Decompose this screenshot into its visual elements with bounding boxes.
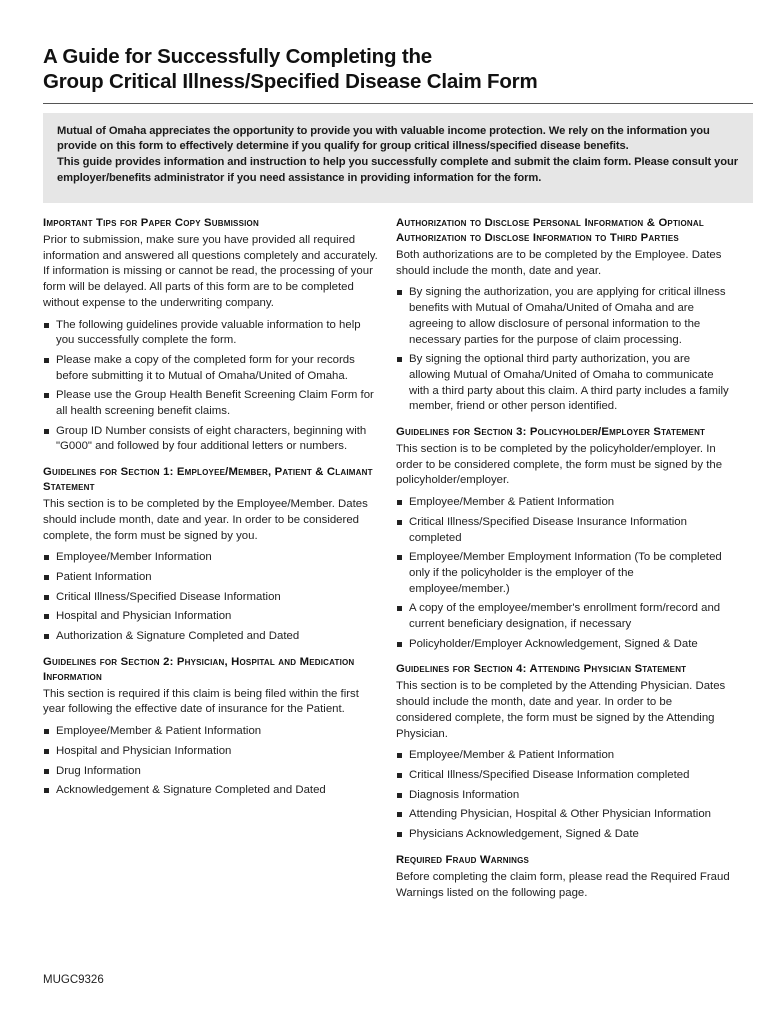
title-line-2: Group Critical Illness/Specified Disease Claim Form: [43, 70, 538, 93]
bullet-item: Hospital and Physician Information: [43, 609, 379, 625]
bullet-item: Critical Illness/Specified Disease Information completed: [396, 768, 730, 784]
section-body: This section is to be completed by the Employee/Member. Dates should include month, date and year. In order to be considered complete, the form must be signed by you.: [43, 498, 368, 542]
bullet-item: Employee/Member & Patient Information: [396, 748, 730, 764]
bullet-list: [396, 748, 730, 843]
bullet-list: [43, 724, 379, 799]
section-heading: Required Fraud Warnings: [396, 853, 530, 866]
bullet-item: Please make a copy of the completed form for your records before submitting it to Mutual of Omaha/United of Omaha.: [43, 353, 379, 384]
bullet-item: Group ID Number consists of eight characters, beginning with "G000" and followed by four additional letters or numbers.: [43, 424, 379, 455]
section-heading: Guidelines for Section 4: Attending Physician Statement: [396, 663, 687, 676]
section-body: Both authorizations are to be completed by the Employee. Dates should include the month, date and year.: [396, 249, 722, 277]
bullet-item: A copy of the employee/member's enrollment form/record and current beneficiary designation, if necessary: [396, 601, 730, 632]
section-heading: Guidelines for Section 2: Physician, Hospital and Medication Information: [43, 655, 355, 683]
guide-section: [43, 216, 379, 455]
section-heading: Important Tips for Paper Copy Submission: [43, 217, 259, 229]
right-column: [396, 216, 730, 911]
bullet-item: Critical Illness/Specified Disease Insurance Information completed: [396, 515, 730, 546]
form-code: MUGC9326: [43, 974, 104, 986]
bullet-item: Drug Information: [43, 764, 379, 780]
bullet-item: Patient Information: [43, 570, 379, 586]
page-title: [43, 44, 743, 94]
bullet-item: Critical Illness/Specified Disease Information: [43, 590, 379, 606]
title-divider: [43, 103, 753, 104]
bullet-list: [43, 550, 379, 645]
guide-section: [43, 465, 379, 645]
bullet-item: By signing the authorization, you are applying for critical illness benefits with Mutual of Omaha/United of Omaha and are agreeing to allow disclosure of personal information to the necessary parties for the purpose of claim processing.: [396, 285, 730, 348]
bullet-item: Attending Physician, Hospital & Other Physician Information: [396, 807, 730, 823]
section-body: Prior to submission, make sure you have provided all required information and answered all questions completely and accurately. If information is missing or cannot be read, the processing of your form will be delayed. All parts of this form are to be completed without expense to the underwriting company.: [43, 234, 378, 309]
bullet-item: Physicians Acknowledgement, Signed & Date: [396, 827, 730, 843]
bullet-item: The following guidelines provide valuable information to help you successfully complete the form.: [43, 318, 379, 349]
section-heading: Guidelines for Section 1: Employee/Member, Patient & Claimant Statement: [43, 466, 373, 494]
bullet-item: Acknowledgement & Signature Completed and Dated: [43, 783, 379, 799]
intro-paragraph-2: This guide provides information and instruction to help you successfully complete and submit the claim form. Please consult your employer/benefits administrator if you need assistance in providing information for the form.: [57, 156, 738, 184]
guide-section: [396, 425, 730, 652]
section-body: Before completing the claim form, please read the Required Fraud Warnings listed on the following page.: [396, 870, 730, 899]
intro-paragraph-1: Mutual of Omaha appreciates the opportunity to provide you with valuable income protection. We rely on the information you provide on this form to effectively determine if you qualify for group critical illness/specified disease benefits.: [57, 125, 710, 153]
intro-box: [43, 113, 753, 203]
bullet-item: Authorization & Signature Completed and Dated: [43, 629, 379, 645]
bullet-item: Employee/Member & Patient Information: [43, 724, 379, 740]
bullet-item: Diagnosis Information: [396, 788, 730, 804]
bullet-item: Employee/Member Employment Information (To be completed only if the policyholder is the employer of the employee/member.): [396, 550, 730, 597]
bullet-item: By signing the optional third party authorization, you are allowing Mutual of Omaha/United of Omaha to communicate with a third party about this claim. A third party includes a family member, friend or other person identified.: [396, 352, 730, 415]
section-body: This section is to be completed by the policyholder/employer. In order to be considered complete, the form must be signed by the policyholder/employer.: [396, 443, 723, 487]
bullet-item: Please use the Group Health Benefit Screening Claim Form for all health screening benefit claims.: [43, 388, 379, 419]
bullet-item: Hospital and Physician Information: [43, 744, 379, 760]
bullet-item: Employee/Member Information: [43, 550, 379, 566]
guide-section: [396, 216, 730, 415]
bullet-list: [43, 318, 379, 456]
guide-section: [43, 655, 379, 799]
bullet-item: Policyholder/Employer Acknowledgement, Signed & Date: [396, 637, 730, 653]
section-heading: Guidelines for Section 3: Policyholder/Employer Statement: [396, 426, 706, 439]
guide-section: [396, 853, 730, 901]
title-line-1: A Guide for Successfully Completing the: [43, 45, 432, 68]
section-body: This section is required if this claim is being filed within the first year following the effective date of insurance for the Patient.: [43, 687, 359, 716]
guide-section: [396, 662, 730, 842]
bullet-list: [396, 495, 730, 652]
section-heading: Authorization to Disclose Personal Information & Optional Authorization to Disclose Information to Third Parties: [396, 217, 704, 244]
bullet-item: Employee/Member & Patient Information: [396, 495, 730, 511]
bullet-list: [396, 285, 730, 415]
left-column: [43, 216, 379, 809]
section-body: This section is to be completed by the Attending Physician. Dates should include the month, date and year. In order to be considered complete, the form must be signed by the Attending Physician.: [396, 680, 726, 740]
